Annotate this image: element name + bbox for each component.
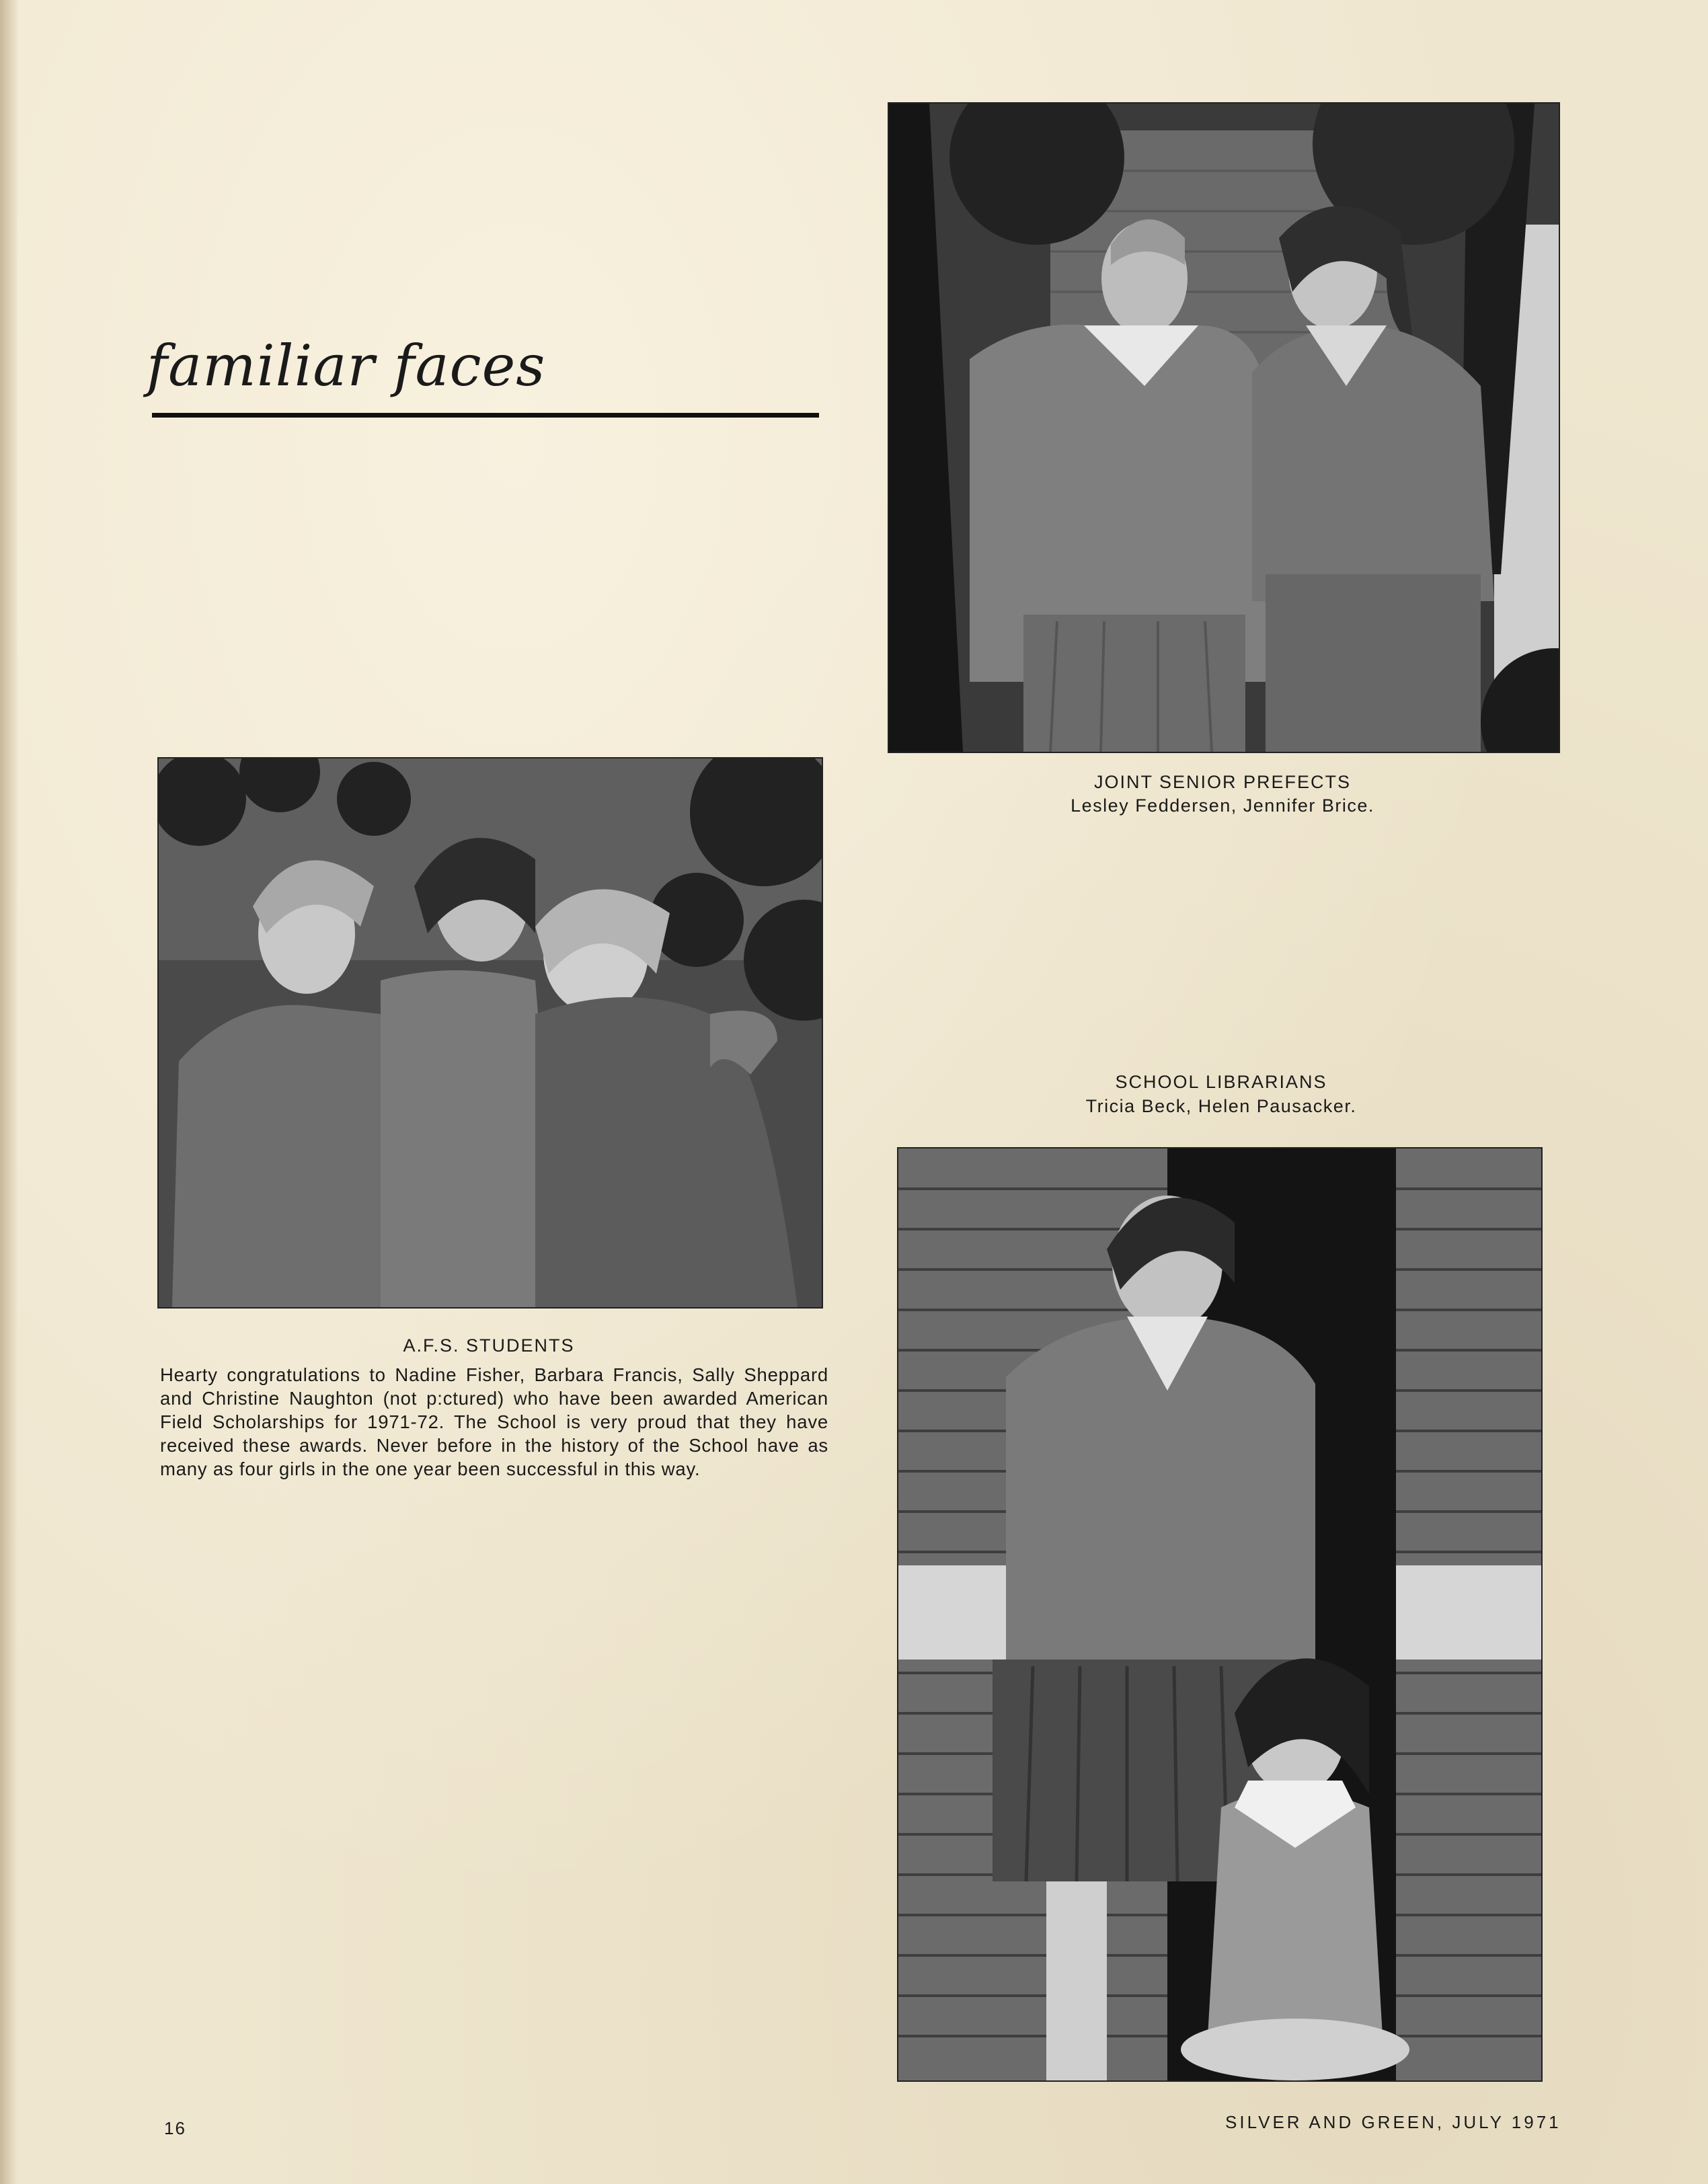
prefects-caption-names: Lesley Feddersen, Jennifer Brice. (1071, 795, 1374, 816)
prefects-photo (888, 102, 1560, 753)
afs-caption-heading: A.F.S. STUDENTS (403, 1335, 575, 1356)
librarians-caption-heading: SCHOOL LIBRARIANS (1115, 1072, 1327, 1092)
librarians-caption-names: Tricia Beck, Helen Pausacker. (1085, 1096, 1357, 1116)
librarians-photo (897, 1147, 1543, 2082)
afs-students-photo (157, 757, 823, 1309)
page-binding-edge (0, 0, 17, 2184)
prefects-caption-heading: JOINT SENIOR PREFECTS (1093, 772, 1352, 792)
page-title: familiar faces (147, 333, 546, 399)
title-underline (152, 413, 819, 418)
running-footer: SILVER AND GREEN, JULY 1971 (1225, 2112, 1561, 2132)
page-number: 16 (164, 2118, 186, 2138)
afs-caption-body: Hearty congratulations to Nadine Fisher, Barbara Francis, Sally Sheppard and Christine Naughton (not p:ctured) who have been awarded American Field Scholarships for 1971-72. The School is very proud that they have received these awards. Never before in the history of the School have as many as four girls in the one year been successful in this way. (160, 1364, 828, 1479)
